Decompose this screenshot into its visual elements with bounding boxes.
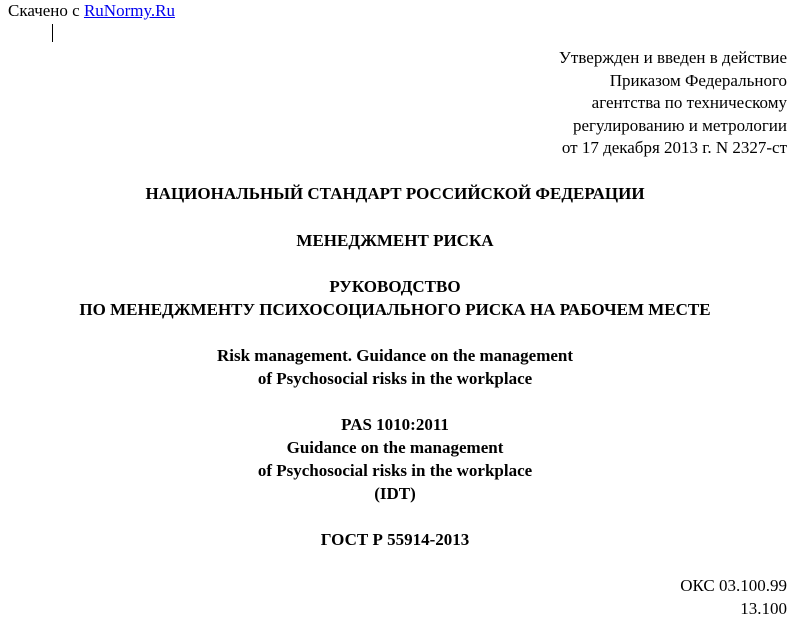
title-en-line1: Risk management. Guidance on the management: [216, 346, 574, 365]
approval-line: Приказом Федерального: [609, 70, 787, 90]
gost-number-text: ГОСТ Р 55914-2013: [320, 530, 470, 549]
approval-line: агентства по техническому: [591, 93, 787, 112]
gost-number: [0, 528, 790, 551]
approval-block: [559, 47, 787, 160]
standard-heading: [0, 182, 790, 205]
okc-code: ОКС 03.100.99: [680, 576, 787, 595]
approval-line: Утвержден и введен в действие: [558, 48, 787, 67]
approval-line: регулированию и метрологии: [572, 115, 787, 135]
source-standard-line1: Guidance on the management: [286, 438, 504, 457]
source-standard-equivalence: (IDT): [374, 484, 416, 503]
standard-subject-text: МЕНЕДЖМЕНТ РИСКА: [296, 231, 494, 250]
source-standard-line2: of Psychosocial risks in the workplace: [257, 461, 533, 480]
standard-subject: [0, 229, 790, 252]
okc-block: [680, 575, 787, 620]
standard-heading-text: НАЦИОНАЛЬНЫЙ СТАНДАРТ РОССИЙСКОЙ ФЕДЕРАЦИИ: [145, 184, 645, 203]
approval-line: от 17 декабря 2013 г. N 2327-ст: [561, 138, 787, 157]
download-source-line: [8, 1, 175, 21]
text-cursor-icon: [52, 24, 53, 42]
title-ru: [0, 275, 790, 321]
source-standard-code: PAS 1010:2011: [341, 415, 449, 434]
source-standard: [0, 413, 790, 505]
okc-code: 13.100: [740, 598, 787, 618]
title-ru-line2: ПО МЕНЕДЖМЕНТУ ПСИХОСОЦИАЛЬНОГО РИСКА НА РАБОЧЕМ МЕСТЕ: [79, 300, 711, 319]
title-ru-line1: РУКОВОДСТВО: [329, 277, 461, 296]
runormy-link[interactable]: RuNormy.Ru: [83, 1, 175, 20]
title-en: [0, 344, 790, 390]
download-source-prefix: Скачено с: [8, 1, 84, 20]
title-en-line2: of Psychosocial risks in the workplace: [257, 369, 533, 388]
